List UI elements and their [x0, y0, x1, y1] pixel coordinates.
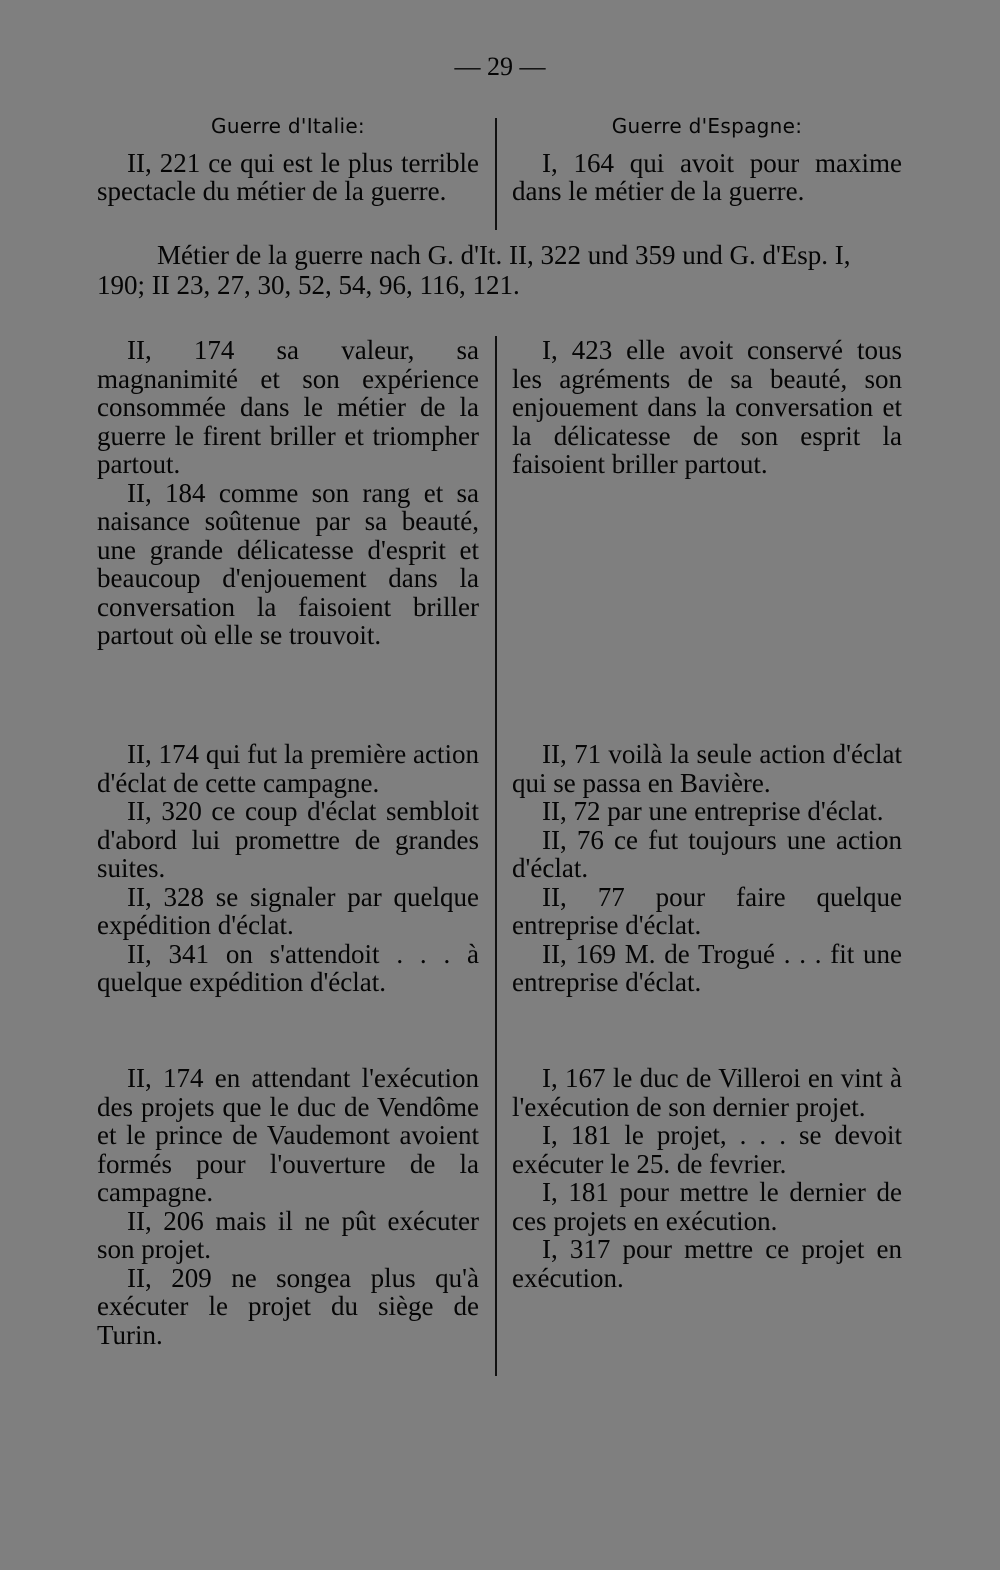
right-header: Guerre d'Espagne: — [611, 114, 803, 138]
right-entry: II, 169 M. de Trogué . . . fit une entreprise d'éclat. — [512, 938, 902, 997]
note-full-width: Métier de la guerre nach G. d'It. II, 322 und 359 und G. d'Esp. I, 190; II 23, 27, 30, 52, 54, 96, 116, 121. — [97, 240, 851, 300]
right-entry: II, 76 ce fut toujours une action d'éclat. — [512, 824, 902, 883]
section3-right — [512, 740, 902, 997]
right-entry: I, 181 le projet, . . . se devoit exécuter le 25. de fevrier. — [512, 1120, 902, 1179]
right-entry: I, 317 pour mettre ce projet en exécution. — [512, 1234, 902, 1293]
right-entry: I, 181 pour mettre le dernier de ces projets en exécution. — [512, 1177, 902, 1236]
right-entry: II, 71 voilà la seule action d'éclat qui se passa en Bavière. — [512, 739, 902, 798]
right-entry: I, 423 elle avoit conservé tous les agréments de sa beauté, son enjouement dans la conversation et la délicatesse de son esprit la faisoient briller partout. — [512, 335, 902, 479]
page-number: — 29 — — [454, 52, 546, 81]
section1-left — [97, 112, 479, 206]
left-entry: II, 328 se signaler par quelque expédition d'éclat. — [97, 881, 479, 940]
column-divider — [495, 336, 497, 1376]
right-entry: I, 164 qui avoit pour maxime dans le métier de la guerre. — [512, 147, 902, 206]
right-entry: I, 167 le duc de Villeroi en vint à l'exécution de son dernier projet. — [512, 1063, 902, 1122]
section4-right — [512, 1064, 902, 1292]
left-entry: II, 174 sa valeur, sa magnanimité et son expérience consommée dans le métier de la guerre le firent briller et triompher partout. — [97, 335, 479, 479]
left-entry: II, 184 comme son rang et sa naisance soûtenue par sa beauté, une grande délicatesse d'esprit et beaucoup d'enjouement dans la conversation la faisoient briller partout où elle se trouvoit. — [97, 477, 479, 650]
left-header: Guerre d'Italie: — [211, 114, 365, 138]
left-entry: II, 206 mais il ne pût exécuter son projet. — [97, 1205, 479, 1264]
column-divider — [495, 118, 497, 230]
section2-left — [97, 336, 479, 650]
section3-left — [97, 740, 479, 997]
left-entry: II, 320 ce coup d'éclat sembloit d'abord lui promettre de grandes suites. — [97, 796, 479, 883]
section2-right — [512, 336, 902, 479]
left-entry: II, 209 ne songea plus qu'à exécuter le projet du siège de Turin. — [97, 1262, 479, 1350]
left-entry: II, 174 en attendant l'exécution des projets que le duc de Vendôme et le prince de Vaudemont avoient formés pour l'ouverture de la campagne. — [97, 1063, 479, 1207]
left-entry: II, 341 on s'attendoit . . . à quelque expédition d'éclat. — [97, 938, 479, 997]
right-entry: II, 77 pour faire quelque entreprise d'éclat. — [512, 881, 902, 940]
right-entry: II, 72 par une entreprise d'éclat. — [542, 796, 884, 826]
section1-right — [512, 112, 902, 206]
section4-left — [97, 1064, 479, 1349]
left-entry: II, 221 ce qui est le plus terrible spectacle du métier de la guerre. — [97, 147, 479, 206]
left-entry: II, 174 qui fut la première action d'éclat de cette campagne. — [97, 739, 479, 798]
